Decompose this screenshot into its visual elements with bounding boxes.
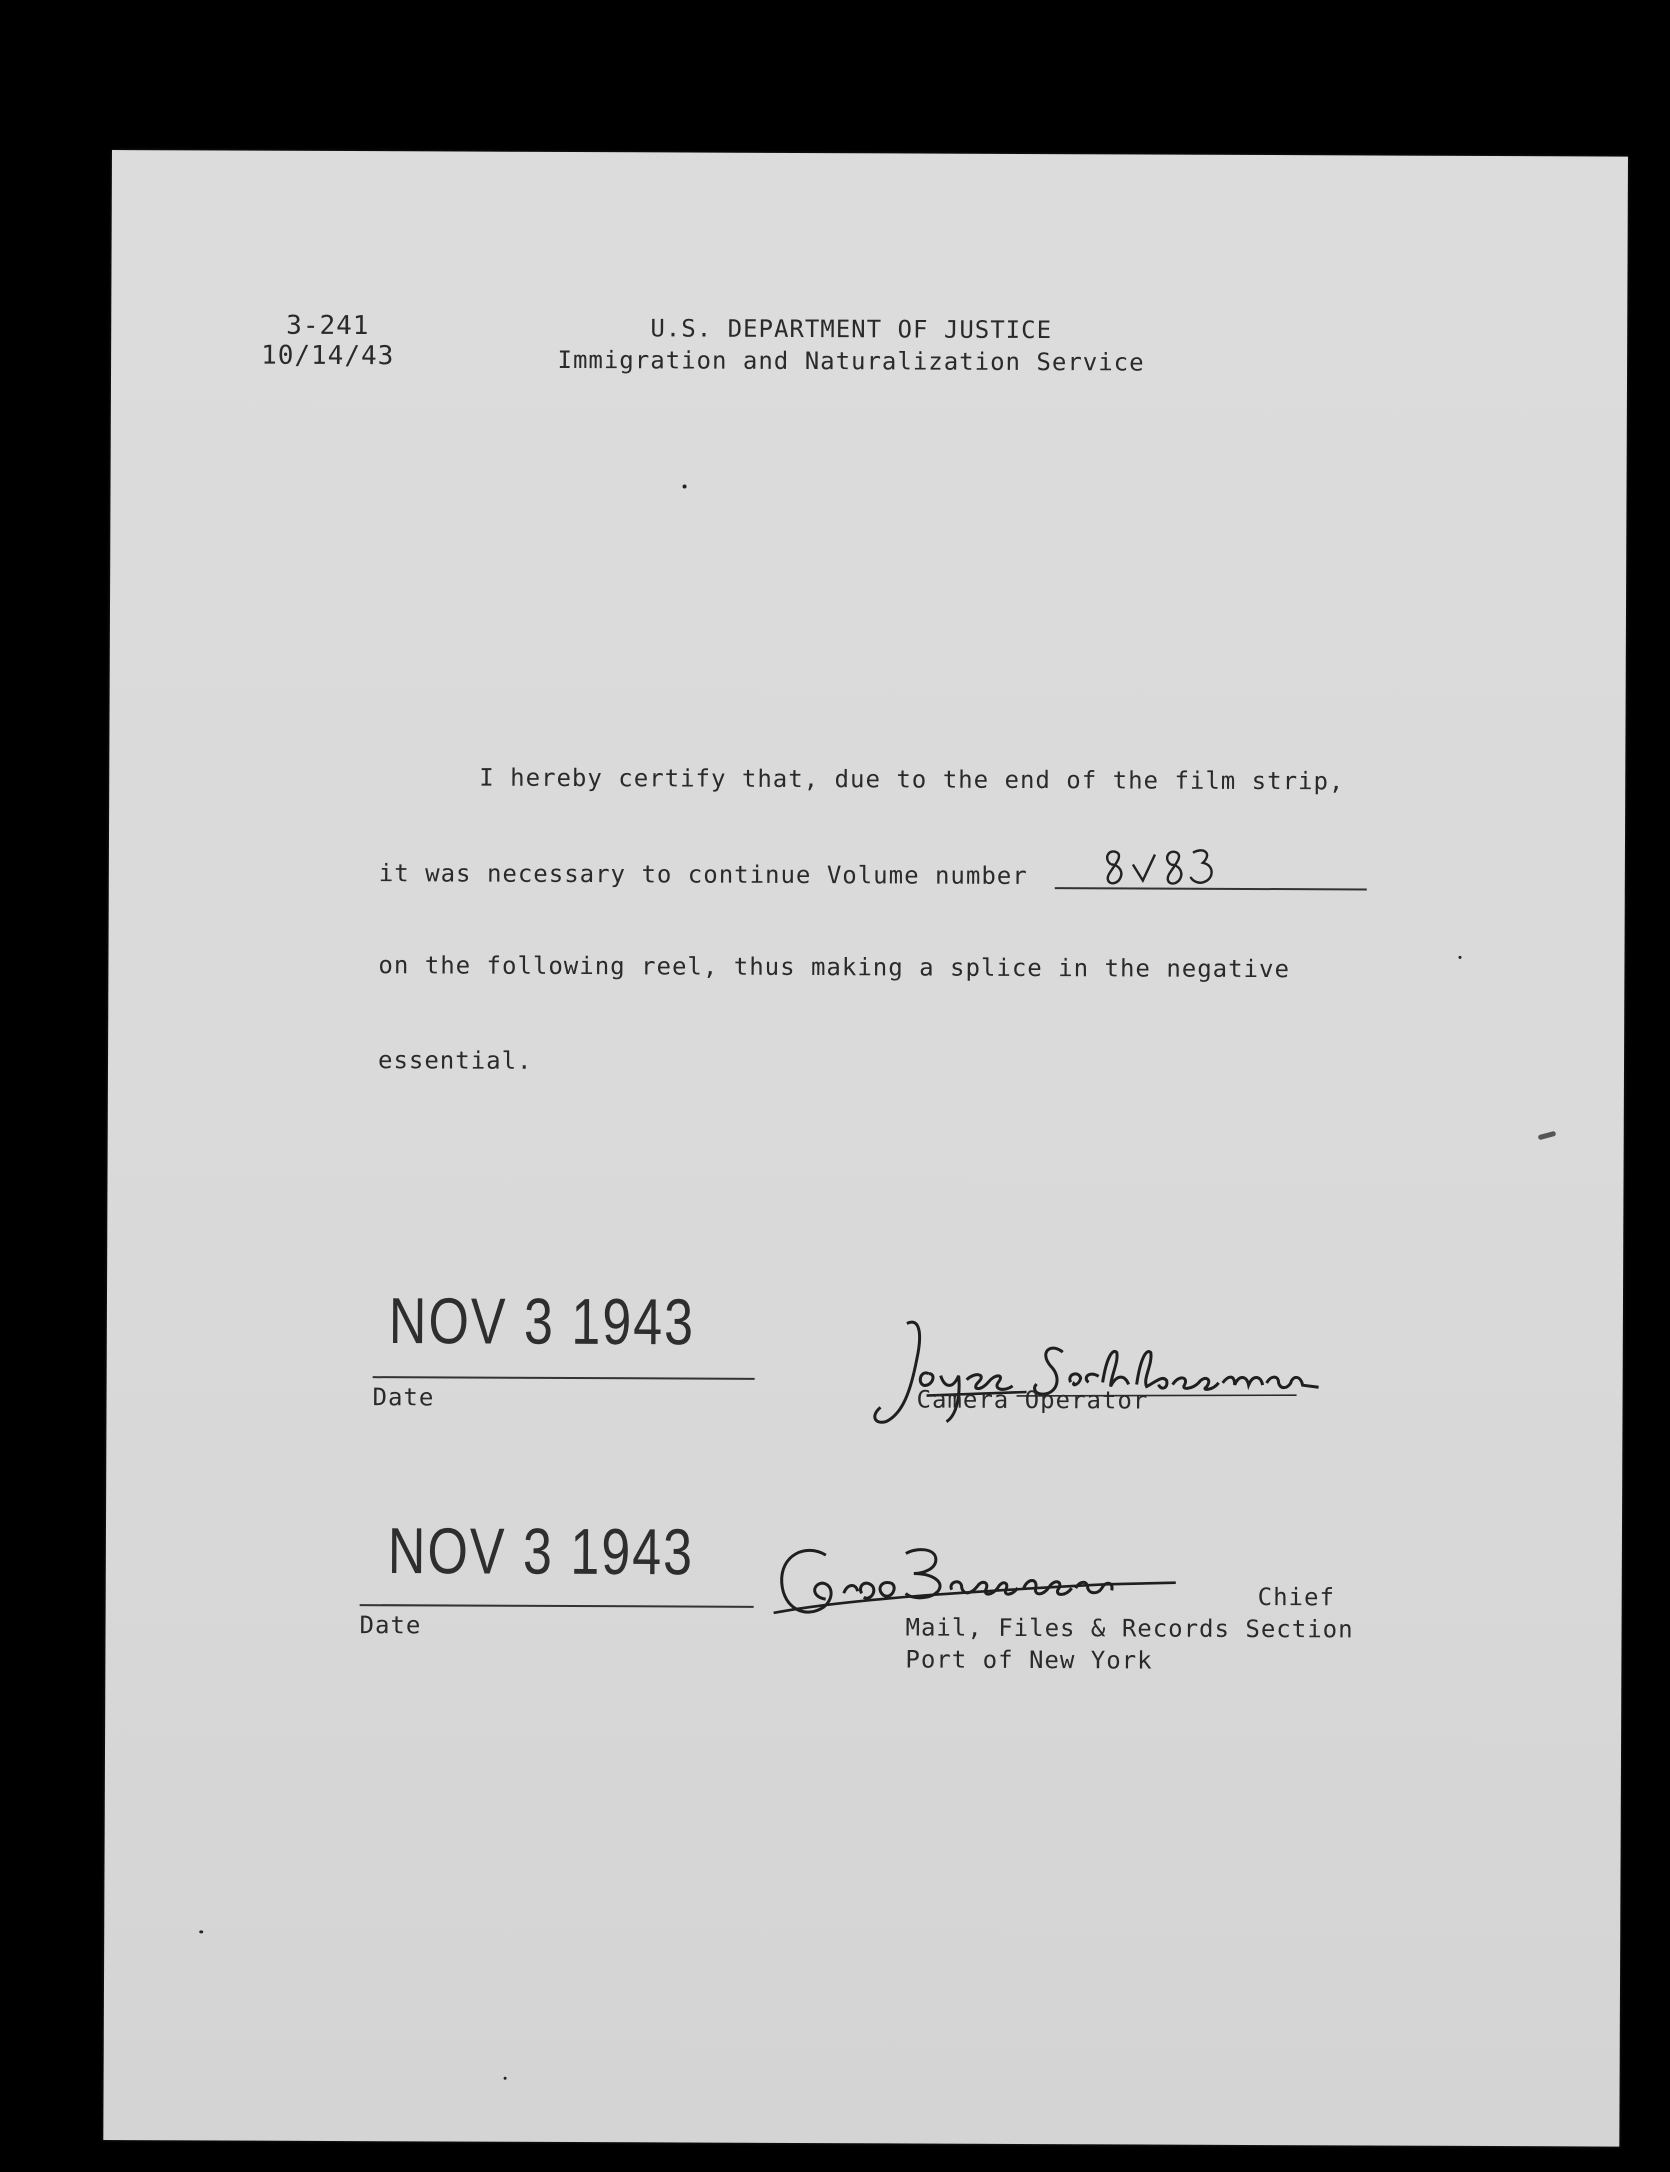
header-line-1: U.S. DEPARTMENT OF JUSTICE	[650, 314, 1053, 345]
date-line-1	[373, 1376, 755, 1380]
ink-speck	[1458, 956, 1461, 959]
department-header	[551, 312, 1151, 379]
ink-speck	[504, 2077, 507, 2080]
date-label-1: Date	[372, 1383, 435, 1412]
certification-line-2	[379, 859, 1028, 890]
form-number-block	[261, 311, 394, 372]
form-revision-date: 10/14/43	[261, 340, 395, 372]
document-page	[103, 150, 1628, 2147]
volume-number-handwriting	[1099, 842, 1229, 891]
certification-line-3: on the following reel, thus making a splice in the negative	[378, 951, 1291, 984]
camera-operator-signature	[866, 1311, 1337, 1443]
header-line-2: Immigration and Naturalization Service	[557, 345, 1145, 377]
section-chief-title-2: Mail, Files & Records Section	[905, 1613, 1354, 1644]
certification-line-1: I hereby certify that, due to the end of the film strip,	[479, 763, 1345, 796]
date-stamp-1: NOV 3 1943	[388, 1285, 696, 1360]
certification-line-4: essential.	[377, 1046, 533, 1075]
date-line-2	[360, 1604, 754, 1608]
date-label-2: Date	[359, 1611, 422, 1640]
date-stamp-2: NOV 3 1943	[387, 1515, 695, 1590]
ink-speck	[683, 484, 687, 488]
certification-line-2-text: it was necessary to continue Volume number	[378, 859, 1028, 891]
section-chief-title-1: Chief	[1257, 1583, 1336, 1612]
form-number: 3-241	[286, 310, 370, 342]
section-chief-title-3: Port of New York	[905, 1645, 1153, 1675]
camera-operator-title: Camera Operator	[916, 1385, 1149, 1415]
ink-speck	[199, 1930, 203, 1933]
